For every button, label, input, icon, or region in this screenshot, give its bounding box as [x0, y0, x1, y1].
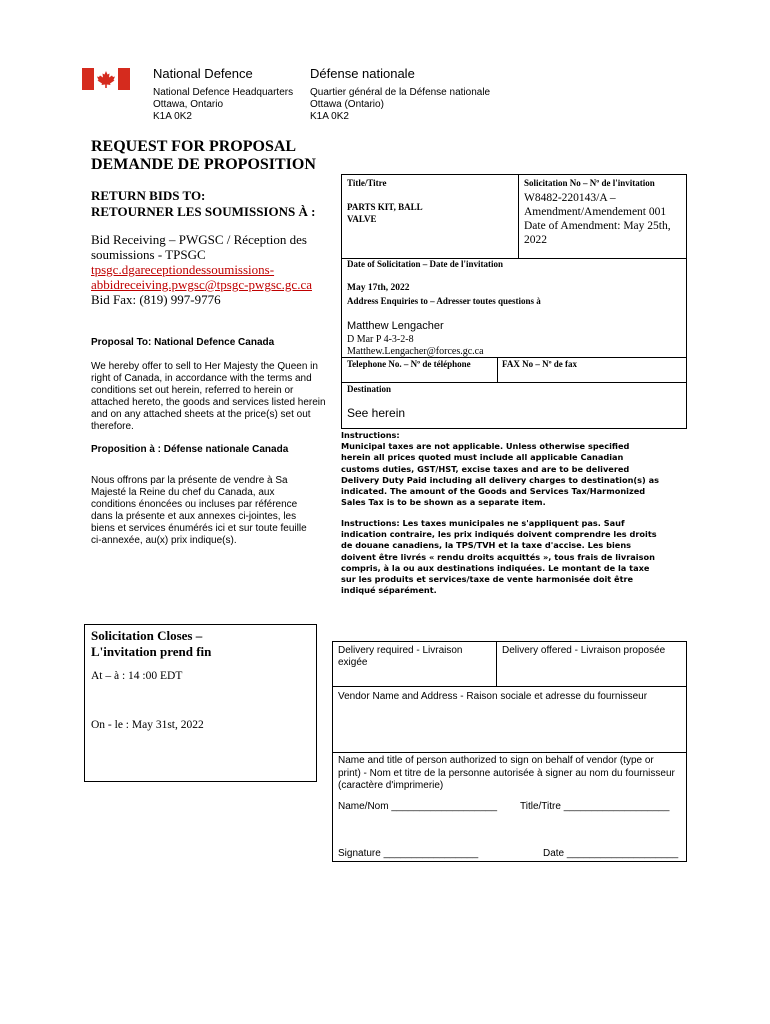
header-dept-fr: Défense nationale [310, 66, 415, 81]
destination-label: Destination [347, 384, 392, 394]
header-address-fr: Quartier général de la Défense nationale Ottawa (Ontario) K1A 0K2 [310, 87, 491, 122]
delivery-required-label: Delivery required - Livraison exigée [338, 645, 463, 668]
header-dept-en: National Defence [153, 66, 253, 81]
phone-label: Telephone No. – Nº de téléphone [347, 359, 471, 369]
return-bids-heading: RETURN BIDS TO: RETOURNER LES SOUMISSIONS À : [91, 188, 316, 219]
instructions-en: Instructions: Municipal taxes are not applicable. Unless otherwise specified herein all prices quoted must include all applicable Canadian customs duties, GST/HST, excise taxes and are to be delivered Delivery Duty Paid including all delivery charges to destination(s) as indicated. The amount of the Goods and Services Tax/Harmonized Sales Tax is to be shown as a separate item. [341, 430, 660, 508]
authorized-person-label: Name and title of person authorized to sign on behalf of vendor (type or print) - Nom et titre de la personne autorisée à signer au nom du fournisseur (caractère d'imprimerie) [338, 755, 675, 791]
return-bids-address: Bid Receiving – PWGSC / Réception des soumissions - TPSGC tpsgc.dgareceptiondessoumissions- abbidreceiving.pwgsc@tpsgc-pwgsc.gc.ca Bid Fax: (819) 997-9776 [91, 232, 312, 307]
proposal-offer-en: We hereby offer to sell to Her Majesty the Queen in right of Canada, in accordance with the terms and conditions set out herein, referred to herein or attached hereto, the goods and services listed herein and on any attached sheets at the price(s) set out therefore. [91, 361, 326, 432]
title-label: Title/Titre [347, 178, 387, 188]
header-address-en: National Defence Headquarters Ottawa, Ontario K1A 0K2 [153, 87, 294, 122]
enquiries-label: Address Enquiries to – Adresser toutes questions à [347, 296, 541, 306]
contact-email-link[interactable]: Matthew.Lengacher@forces.gc.ca [347, 346, 484, 357]
page-title: REQUEST FOR PROPOSAL DEMANDE DE PROPOSITION [91, 138, 316, 173]
title-field[interactable]: Title/Titre ___________________ [520, 801, 670, 812]
closing-time: At – à : 14 :00 EDT [91, 670, 183, 682]
solicitation-number-label: Solicitation No – Nº de l'invitation [524, 178, 655, 188]
solicitation-date-label: Date of Solicitation – Date de l'invitation [347, 259, 503, 269]
proposal-offer-fr: Nous offrons par la présente de vendre à Sa Majesté la Reine du chef du Canada, aux conditions énoncées ou incluses par référence dans la présente et aux annexes ci-jointes, les biens et services énumérés ici et sur toute feuille ci-annexée, au(x) prix indique(s). [91, 475, 307, 546]
delivery-offered-label: Delivery offered - Livraison proposée [502, 645, 666, 656]
proposal-to-fr: Proposition à : Défense nationale Canada [91, 444, 289, 455]
contact-name: Matthew Lengacher [347, 320, 444, 332]
date-field[interactable]: Date ____________________ [543, 848, 679, 859]
fax-label: FAX No – Nº de fax [502, 359, 578, 369]
proposal-to-en: Proposal To: National Defence Canada [91, 337, 275, 348]
contact-details: D Mar P 4-3-2-8 Matthew.Lengacher@forces.gc.ca [347, 334, 484, 357]
instructions-fr: Instructions: Les taxes municipales ne s'appliquent pas. Sauf indication contraire, les prix indiqués doivent comprendre les droits de douane canadiens, la TPS/TVH et la taxe d'accise. Les biens doivent être livrés « rendu droits acquittés », tous frais de livraison compris, à la ou aux destinations indiquées. Le montant de la taxe sur les produits et services/taxe de vente harmonisée doit être indiqué séparément. [341, 518, 657, 596]
destination-value: See herein [347, 406, 406, 420]
title-value: PARTS KIT, BALL VALVE [347, 202, 423, 224]
bid-email-link[interactable]: tpsgc.dgareceptiondessoumissions- abbidreceiving.pwgsc@tpsgc-pwgsc.gc.ca [91, 262, 312, 292]
solicitation-date-value: May 17th, 2022 [347, 283, 410, 293]
closing-date: On - le : May 31st, 2022 [91, 719, 204, 731]
vendor-name-address-label: Vendor Name and Address - Raison sociale et adresse du fournisseur [338, 691, 648, 702]
name-field[interactable]: Name/Nom ___________________ [338, 801, 498, 812]
canada-flag-icon [82, 68, 130, 90]
solicitation-number-value: W8482-220143/A – Amendment/Amendement 001 Date of Amendment: May 25th, 2022 [524, 192, 671, 246]
signature-field[interactable]: Signature _________________ [338, 848, 479, 859]
closing-heading: Solicitation Closes – L'invitation prend fin [91, 628, 212, 659]
